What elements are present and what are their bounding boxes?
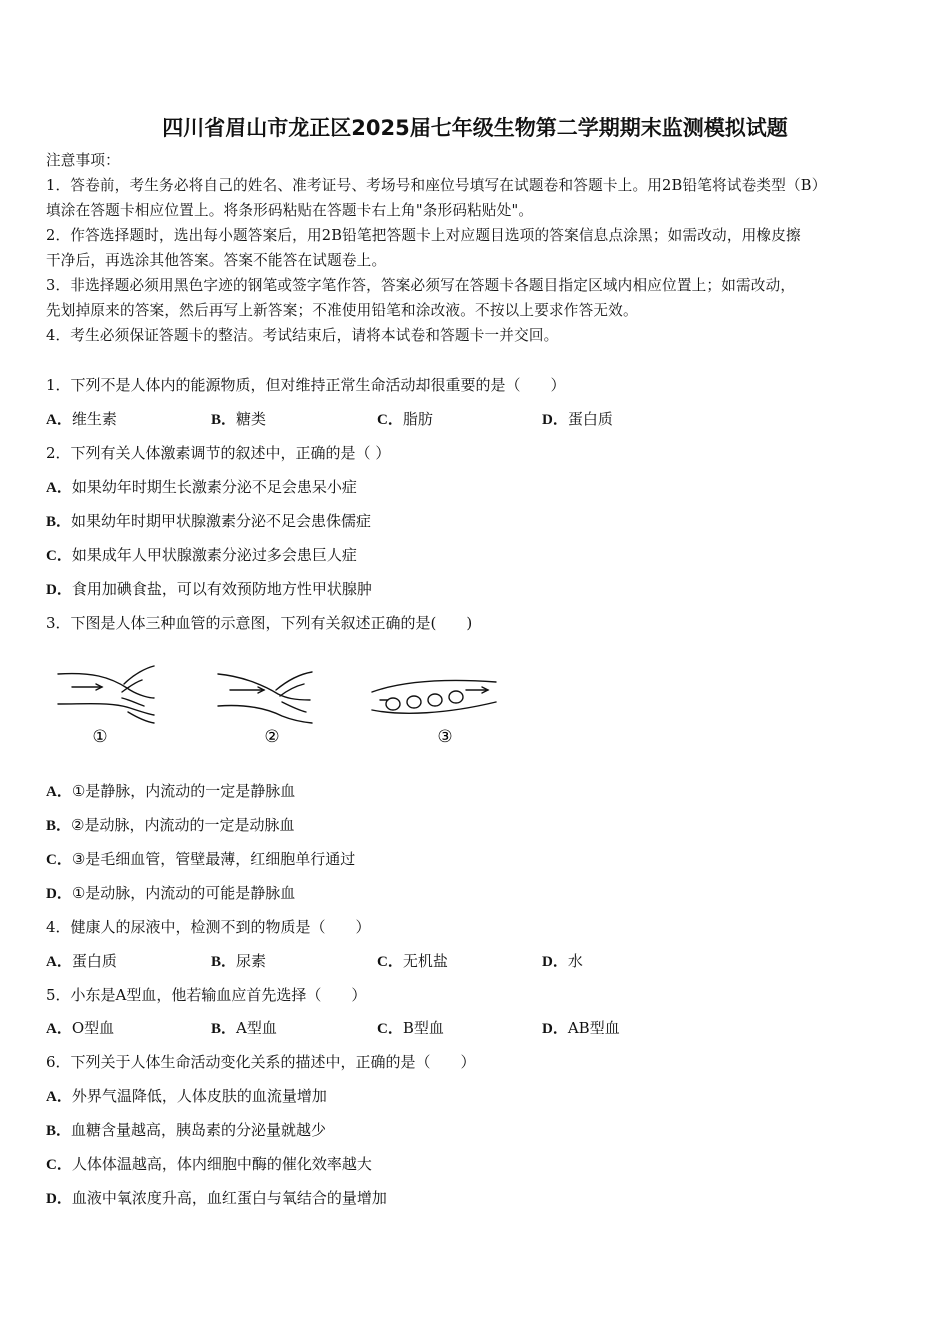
figure-label-1: ① <box>92 727 108 747</box>
option-a: A．维生素 <box>46 410 117 428</box>
option-a: A．O型血 <box>46 1019 115 1037</box>
option-d: D．食用加碘食盐，可以有效预防地方性甲状腺肿 <box>46 580 372 598</box>
option-a: A．外界气温降低，人体皮肤的血流量增加 <box>46 1087 327 1105</box>
option-a: A．蛋白质 <box>46 952 117 970</box>
option-b: B．尿素 <box>211 952 267 970</box>
option-d: D．AB型血 <box>542 1019 620 1037</box>
question-stem: 2．下列有关人体激素调节的叙述中，正确的是（ ） <box>46 444 391 462</box>
red-blood-cell <box>428 694 442 706</box>
vessel-2-wall-bottom <box>218 705 312 723</box>
red-blood-cell <box>449 691 463 703</box>
question-stem: 1．下列不是人体内的能源物质，但对维持正常生命活动却很重要的是（ ） <box>46 376 566 394</box>
figure-label-2: ② <box>264 727 280 747</box>
question-stem: 3．下图是人体三种血管的示意图，下列有关叙述正确的是( ) <box>46 614 473 632</box>
notice-line: 填涂在答题卡相应位置上。将条形码粘贴在答题卡右上角"条形码粘贴处"。 <box>46 202 534 219</box>
option-d: D．蛋白质 <box>542 410 613 428</box>
option-c: C．如果成年人甲状腺激素分泌过多会患巨人症 <box>46 546 357 564</box>
red-blood-cell <box>407 696 421 708</box>
option-a: A．如果幼年时期生长激素分泌不足会患呆小症 <box>46 478 357 496</box>
option-b: B．如果幼年时期甲状腺激素分泌不足会患侏儒症 <box>46 512 372 530</box>
option-d: D．血液中氧浓度升高，血红蛋白与氧结合的量增加 <box>46 1189 387 1207</box>
vessel-1-wall-bottom <box>58 704 154 715</box>
blood-vessel-figure <box>50 660 510 752</box>
option-a: A．①是静脉，内流动的一定是静脉血 <box>46 782 296 800</box>
notice-heading: 注意事项： <box>46 152 120 169</box>
question-stem: 4．健康人的尿液中，检测不到的物质是（ ） <box>46 918 371 936</box>
vessel-1-wall-top <box>58 674 154 698</box>
option-b: B．A型血 <box>211 1019 277 1037</box>
option-b: B．血糖含量越高，胰岛素的分泌量就越少 <box>46 1121 327 1139</box>
notice-line: 4．考生必须保证答题卡的整洁。考试结束后，请将本试卷和答题卡一并交回。 <box>46 327 559 344</box>
option-b: B．糖类 <box>211 410 267 428</box>
figure-label-3: ③ <box>437 727 453 747</box>
option-c: C．人体体温越高，体内细胞中酶的催化效率越大 <box>46 1155 372 1173</box>
option-c: C．B型血 <box>377 1019 444 1037</box>
notice-line: 1．答卷前，考生务必将自己的姓名、准考证号、考场号和座位号填写在试题卷和答题卡上。用2B铅笔将试卷类型（B） <box>46 177 827 194</box>
notice-line: 2．作答选择题时，选出每小题答案后，用2B铅笔把答题卡上对应题目选项的答案信息点涂黑；如需改动，用橡皮擦 <box>46 227 801 244</box>
option-d: D．①是动脉，内流动的可能是静脉血 <box>46 884 296 902</box>
option-c: C．脂肪 <box>377 410 433 428</box>
question-stem: 6．下列关于人体生命活动变化关系的描述中，正确的是（ ） <box>46 1053 476 1071</box>
notice-line: 先划掉原来的答案，然后再写上新答案；不准使用铅笔和涂改液。不按以上要求作答无效。 <box>46 302 638 319</box>
page-title: 四川省眉山市龙正区2025届七年级生物第二学期期末监测模拟试题 <box>162 116 788 140</box>
question-stem: 5．小东是A型血，他若输血应首先选择（ ） <box>46 986 367 1004</box>
notice-line: 3．非选择题必须用黑色字迹的钢笔或签字笔作答，答案必须写在答题卡各题目指定区域内相应位置上；如需改动， <box>46 277 796 294</box>
vessel-3-wall-bottom <box>372 702 496 713</box>
option-b: B．②是动脉，内流动的一定是动脉血 <box>46 816 295 834</box>
option-c: C．③是毛细血管，管壁最薄，红细胞单行通过 <box>46 850 356 868</box>
option-d: D．水 <box>542 952 583 970</box>
notice-line: 干净后，再选涂其他答案。答案不能答在试题卷上。 <box>46 252 387 269</box>
option-c: C．无机盐 <box>377 952 448 970</box>
